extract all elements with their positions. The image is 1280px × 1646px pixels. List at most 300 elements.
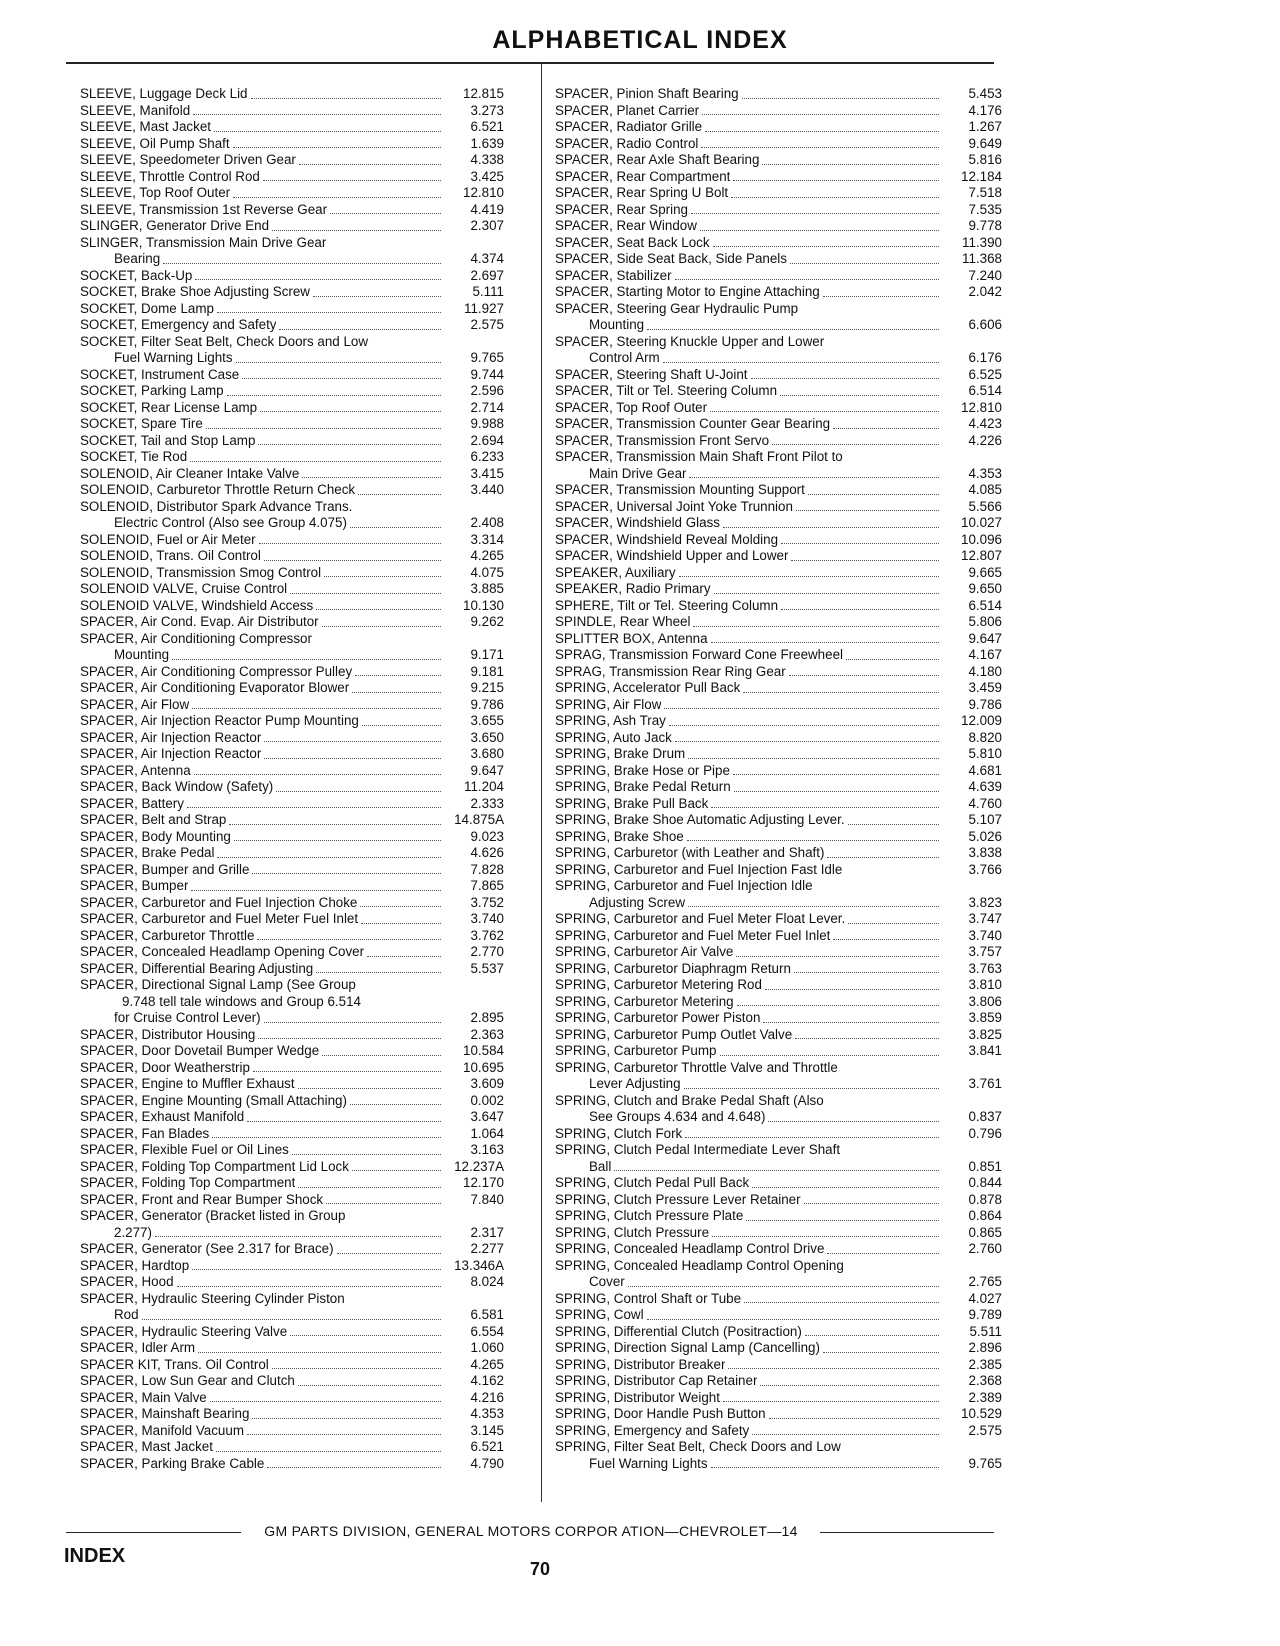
index-entry-page: 3.806 (968, 993, 1002, 1009)
index-entry-page: 5.111 (472, 284, 504, 299)
index-entry-page: 3.763 (968, 960, 1002, 976)
index-entry-page: 12.170 (463, 1175, 504, 1190)
index-entry-page: 9.786 (968, 696, 1002, 712)
index-entry-name: Fuel Warning Lights (589, 1455, 708, 1471)
index-entry (555, 251, 1002, 268)
index-entry (80, 1274, 504, 1291)
index-entry (80, 268, 504, 285)
index-entry-name: SPRING, Clutch Pedal Pull Back (555, 1175, 750, 1190)
index-entry-page: 11.204 (464, 779, 504, 794)
index-entry-name: SPRING, Carburetor (with Leather and Shaft) (555, 845, 825, 860)
dot-leader (290, 593, 441, 594)
index-entry-name: SPACER, Flexible Fuel or Oil Lines (80, 1142, 289, 1157)
index-entry (80, 598, 504, 615)
index-entry-name: SPACER, Rear Spring (555, 201, 688, 217)
index-entry-page: 2.895 (470, 1010, 504, 1025)
index-entry-name: SOLENOID, Air Cleaner Intake Valve (80, 465, 300, 481)
index-entry (555, 1423, 1002, 1440)
index-entry-name: SPRING, Distributor Breaker (555, 1356, 726, 1372)
dot-leader (190, 461, 441, 462)
dot-leader (290, 1335, 441, 1336)
index-entry-name: SPACER, Rear Window (555, 218, 697, 233)
index-entry (80, 466, 504, 483)
index-entry-page: 3.609 (470, 1076, 504, 1091)
index-entry (555, 647, 1002, 664)
index-entry-name: SPRING, Clutch Pressure (555, 1224, 710, 1240)
dot-leader (247, 1434, 441, 1435)
index-entry (555, 367, 1002, 384)
index-entry (555, 1043, 1002, 1060)
dot-leader (326, 1203, 441, 1204)
index-entry-line: SPACER, Steering Gear Hydraulic Pump (555, 300, 799, 316)
index-entry-name: SPACER, Radio Control (555, 135, 699, 151)
index-entry (555, 1324, 1002, 1341)
index-entry-page: 3.757 (968, 944, 1002, 959)
index-entry-page: 2.389 (968, 1389, 1002, 1405)
index-entry-page: 0.864 (968, 1208, 1002, 1223)
dot-leader (647, 1319, 939, 1320)
index-entry-page: 9.647 (470, 762, 504, 778)
dot-leader (264, 758, 441, 759)
index-entry-name: SPACER, Windshield Glass (555, 515, 720, 530)
index-entry (80, 1456, 504, 1473)
index-entry-page: 3.415 (470, 465, 504, 481)
dot-leader (330, 213, 441, 214)
index-entry (555, 1340, 1002, 1357)
index-entry-page: 4.423 (968, 416, 1002, 431)
dot-leader (733, 774, 939, 775)
index-entry-name: SPRING, Concealed Headlamp Control Drive (555, 1241, 825, 1256)
index-entry-line: SPACER, Generator (Bracket listed in Group (80, 1208, 346, 1223)
index-entry-line: SPACER, Steering Knuckle Upper and Lower (555, 333, 825, 349)
index-entry-line: SPRING, Carburetor and Fuel Injection Idle (555, 878, 813, 893)
index-entry (555, 614, 1002, 631)
index-entry-name: SPACER, Side Seat Back, Side Panels (555, 251, 787, 266)
index-entry-line: SPACER, Air Conditioning Compressor (80, 630, 312, 646)
index-entry (80, 631, 504, 664)
index-entry-name: SPACER, Universal Joint Yoke Trunnion (555, 498, 793, 514)
index-entry-page: 3.314 (470, 531, 504, 547)
index-entry-page: 8.024 (470, 1274, 504, 1289)
dot-leader (192, 708, 441, 709)
index-entry-name: SPRING, Emergency and Safety (555, 1422, 750, 1438)
index-entry-name: SPRING, Carburetor and Fuel Meter Fuel Inlet (555, 927, 831, 943)
index-entry-name: SPACER, Air Injection Reactor Pump Mounting (80, 713, 359, 728)
index-entry-page: 1.639 (470, 135, 504, 151)
index-entry (555, 1175, 1002, 1192)
index-entry-page: 4.760 (968, 795, 1002, 811)
dot-leader (737, 1005, 939, 1006)
dot-leader (355, 675, 441, 676)
dot-leader (760, 1385, 939, 1386)
index-entry (555, 994, 1002, 1011)
index-entry-name: SPRING, Brake Shoe (555, 828, 684, 844)
index-entry-line: SPRING, Clutch Pedal Intermediate Lever Shaft (555, 1142, 841, 1157)
index-entry (555, 334, 1002, 367)
dot-leader (795, 1038, 939, 1039)
index-entry-page: 6.525 (968, 366, 1002, 382)
index-entry-name: SOCKET, Rear License Lamp (80, 399, 258, 415)
index-entry-page: 9.649 (968, 135, 1002, 151)
dot-leader (192, 1269, 441, 1270)
index-entry-page: 10.096 (961, 531, 1002, 547)
dot-leader (689, 477, 939, 478)
dot-leader (233, 147, 441, 148)
dot-leader (198, 1352, 441, 1353)
index-entry (80, 1241, 504, 1258)
index-entry (80, 1406, 504, 1423)
dot-leader (684, 1088, 939, 1089)
dot-leader (272, 230, 441, 231)
index-entry-name: SPHERE, Tilt or Tel. Steering Column (555, 597, 779, 613)
index-entry (555, 400, 1002, 417)
dot-leader (367, 956, 441, 957)
dot-leader (252, 1418, 441, 1419)
index-entry-name: SPACER, Brake Pedal (80, 845, 215, 860)
index-entry-name: SPACER, Hydraulic Steering Valve (80, 1323, 288, 1339)
index-entry-page: 10.584 (463, 1043, 504, 1058)
dot-leader (216, 1451, 441, 1452)
dot-leader (768, 1121, 939, 1122)
index-entry (80, 862, 504, 879)
index-entry-page: 2.408 (470, 515, 504, 530)
index-entry-name: SPACER, Top Roof Outer (555, 399, 708, 415)
index-entry-page: 4.681 (968, 762, 1002, 778)
index-entry (555, 581, 1002, 598)
dot-leader (808, 494, 939, 495)
dot-leader (675, 279, 939, 280)
index-entry-page: 6.176 (968, 350, 1002, 365)
index-entry (80, 680, 504, 697)
index-entry (555, 284, 1002, 301)
index-entry (80, 383, 504, 400)
index-entry-page: 5.511 (969, 1323, 1002, 1339)
index-entry-name: SPACER, Parking Brake Cable (80, 1455, 265, 1471)
dot-leader (247, 1121, 441, 1122)
index-entry (80, 1324, 504, 1341)
dot-leader (805, 1335, 939, 1336)
index-entry-page: 10.130 (463, 597, 504, 613)
index-entry (555, 977, 1002, 994)
index-entry (80, 202, 504, 219)
index-entry (80, 1043, 504, 1060)
index-column-right (555, 86, 1002, 1472)
index-entry-name: SPACER, Windshield Reveal Molding (555, 531, 779, 547)
index-entry-page: 4.216 (470, 1389, 504, 1405)
index-entry (555, 911, 1002, 928)
dot-leader (791, 560, 939, 561)
index-entry-name: SPRING, Carburetor and Fuel Meter Float Lever. (555, 911, 846, 926)
index-entry (555, 449, 1002, 482)
index-entry-name: SPRING, Brake Pedal Return (555, 779, 731, 794)
index-entry-name: SOCKET, Tail and Stop Lamp (80, 432, 256, 448)
index-entry-page: 1.060 (470, 1340, 504, 1355)
index-entry-page: 12.009 (961, 713, 1002, 728)
index-entry-page: 2.760 (968, 1241, 1002, 1256)
index-entry-name: SOLENOID, Fuel or Air Meter (80, 531, 256, 547)
index-entry-name: SPRING, Air Flow (555, 696, 662, 712)
index-entry-page: 4.639 (968, 779, 1002, 794)
index-entry-page: 2.307 (470, 218, 504, 233)
index-entry (555, 86, 1002, 103)
index-entry-name: SPRING, Carburetor Pump (555, 1043, 717, 1058)
index-entry (555, 169, 1002, 186)
dot-leader (298, 1385, 441, 1386)
index-entry (555, 878, 1002, 911)
index-entry (80, 845, 504, 862)
index-entry-name: Ball (589, 1158, 612, 1174)
dot-leader (279, 329, 441, 330)
dot-leader (688, 906, 939, 907)
index-entry-page: 4.180 (968, 663, 1002, 679)
index-entry-name: SPACER, Transmission Counter Gear Bearing (555, 416, 831, 431)
dot-leader (669, 725, 939, 726)
dot-leader (299, 164, 441, 165)
dot-leader (769, 1418, 939, 1419)
index-entry (80, 1109, 504, 1126)
index-entry-page: 3.825 (968, 1026, 1002, 1042)
index-entry (80, 581, 504, 598)
dot-leader (711, 1467, 939, 1468)
index-entry-page: 2.714 (470, 399, 504, 415)
index-entry-name: SPRING, Carburetor and Fuel Injection Fast Idle (555, 861, 843, 877)
index-entry (80, 1439, 504, 1456)
index-entry (80, 1373, 504, 1390)
dot-leader (701, 147, 939, 148)
index-entry-page: 3.145 (470, 1422, 504, 1438)
index-entry (80, 1258, 504, 1275)
index-entry-page: 4.176 (968, 102, 1002, 118)
index-entry-name: SPRING, Carburetor Metering (555, 993, 734, 1009)
dot-leader (744, 1302, 939, 1303)
dot-leader (823, 296, 939, 297)
dot-leader (765, 989, 939, 990)
dot-leader (664, 708, 939, 709)
index-entry (555, 1241, 1002, 1258)
index-entry-page: 0.002 (470, 1092, 504, 1108)
index-entry-name: SLEEVE, Throttle Control Rod (80, 168, 260, 184)
index-entry (555, 383, 1002, 400)
index-entry-page: 7.840 (470, 1191, 504, 1207)
dot-leader (292, 1154, 441, 1155)
index-entry-name: SPACER, Air Injection Reactor (80, 729, 262, 745)
index-entry-page: 5.107 (968, 812, 1002, 827)
index-entry-name: SPACER, Rear Compartment (555, 168, 731, 184)
index-entry (80, 697, 504, 714)
index-entry-name: SPACER, Engine Mounting (Small Attaching) (80, 1092, 347, 1108)
index-entry (555, 532, 1002, 549)
index-entry-name: SPRING, Brake Hose or Pipe (555, 762, 730, 778)
index-entry-name: SOCKET, Back-Up (80, 267, 193, 283)
index-entry (555, 713, 1002, 730)
dot-leader (257, 939, 441, 940)
dot-leader (746, 1220, 939, 1221)
index-entry-page: 3.841 (968, 1043, 1002, 1058)
index-entry (80, 1291, 504, 1324)
dot-leader (734, 791, 939, 792)
dot-leader (691, 213, 939, 214)
dot-leader (324, 576, 441, 577)
index-entry-page: 4.167 (968, 647, 1002, 662)
index-entry-page: 3.859 (968, 1010, 1002, 1025)
index-entry-page: 9.647 (968, 630, 1002, 646)
index-entry-page: 7.865 (470, 878, 504, 893)
index-entry-name: SPACER, Folding Top Compartment Lid Lock (80, 1158, 349, 1174)
dot-leader (679, 576, 939, 577)
index-entry-page: 4.075 (470, 564, 504, 580)
index-entry (555, 944, 1002, 961)
index-entry-page: 1.064 (470, 1125, 504, 1141)
index-entry (80, 334, 504, 367)
index-entry-name: SPRING, Accelerator Pull Back (555, 680, 741, 695)
dot-leader (163, 263, 441, 264)
dot-leader (322, 626, 441, 627)
index-entry-name: SPACER, Hardtop (80, 1257, 190, 1273)
index-entry-name: Mounting (589, 317, 645, 332)
index-entry-page: 2.575 (968, 1422, 1002, 1438)
dot-leader (752, 1187, 939, 1188)
index-entry-page: 3.459 (968, 680, 1002, 695)
index-entry-name: SOLENOID, Carburetor Throttle Return Check (80, 482, 356, 497)
index-entry-name: SPACER, Seat Back Lock (555, 234, 710, 250)
dot-leader (267, 1467, 441, 1468)
dot-leader (780, 395, 939, 396)
dot-leader (736, 956, 939, 957)
dot-leader (789, 675, 939, 676)
index-entry-name: SPRING, Control Shaft or Tube (555, 1290, 742, 1306)
index-entry-name: SPACER, Bumper (80, 878, 189, 893)
index-entry-page: 7.240 (968, 267, 1002, 283)
index-entry (555, 1060, 1002, 1093)
index-entry-page: 4.162 (470, 1373, 504, 1388)
index-entry (555, 185, 1002, 202)
index-entry-name: SPRING, Brake Pull Back (555, 795, 709, 811)
index-entry-name: SPRING, Brake Shoe Automatic Adjusting Lever. (555, 812, 845, 827)
index-entry-name: SPACER, Air Injection Reactor (80, 746, 262, 761)
index-entry-page: 14.875A (454, 812, 504, 827)
index-entry (80, 812, 504, 829)
index-entry-name: SOLENOID, Transmission Smog Control (80, 564, 322, 580)
index-entry-page: 12.184 (961, 168, 1002, 184)
footer-rule-left (66, 1532, 241, 1533)
dot-leader (804, 1203, 939, 1204)
index-entry-page: 9.789 (968, 1307, 1002, 1322)
index-entry-page: 9.665 (968, 564, 1002, 580)
index-entry (555, 1291, 1002, 1308)
dot-leader (264, 1022, 441, 1023)
index-entry (555, 1027, 1002, 1044)
dot-leader (713, 246, 939, 247)
index-entry-page: 4.226 (968, 432, 1002, 448)
index-entry-name: SPRAG, Transmission Forward Cone Freewheel (555, 647, 844, 662)
index-entry-name: SPACER, Main Valve (80, 1389, 207, 1405)
index-entry-page: 3.752 (470, 894, 504, 910)
index-entry-page: 13.346A (454, 1257, 504, 1273)
index-entry-page: 8.820 (968, 729, 1002, 745)
dot-leader (217, 312, 441, 313)
index-entry-page: 2.575 (470, 317, 504, 332)
index-entry-page: 3.440 (470, 482, 504, 497)
dot-leader (827, 857, 939, 858)
index-entry (555, 152, 1002, 169)
index-entry (555, 1373, 1002, 1390)
index-entry-page: 6.514 (968, 383, 1002, 398)
index-entry (80, 235, 504, 268)
index-entry-name: SPACER, Folding Top Compartment (80, 1175, 296, 1190)
dot-leader (302, 477, 441, 478)
index-entry-line: SLINGER, Transmission Main Drive Gear (80, 234, 327, 250)
dot-leader (848, 824, 939, 825)
index-entry-page: 4.338 (470, 152, 504, 167)
index-entry (555, 796, 1002, 813)
index-entry (80, 103, 504, 120)
index-entry-name: SPACER, Exhaust Manifold (80, 1109, 245, 1124)
dot-leader (723, 527, 939, 528)
index-entry (555, 1258, 1002, 1291)
index-entry-name: SLEEVE, Mast Jacket (80, 119, 211, 134)
index-entry (80, 136, 504, 153)
index-entry (555, 499, 1002, 516)
index-entry-name: Bearing (114, 251, 161, 266)
index-entry (555, 1208, 1002, 1225)
index-entry (80, 433, 504, 450)
dot-leader (833, 939, 939, 940)
dot-leader (614, 1170, 939, 1171)
index-entry-page: 4.419 (470, 201, 504, 217)
index-entry-line: SPACER, Directional Signal Lamp (See Group (80, 977, 356, 992)
index-entry-page: 1.267 (968, 119, 1002, 134)
index-entry-page: 5.453 (968, 86, 1002, 101)
index-entry-name: Adjusting Screw (589, 894, 686, 910)
dot-leader (263, 180, 441, 181)
index-entry (555, 119, 1002, 136)
index-entry-page: 2.333 (470, 795, 504, 811)
index-entry-name: SLEEVE, Transmission 1st Reverse Gear (80, 201, 328, 217)
index-entry-name: SPACER, Windshield Upper and Lower (555, 548, 789, 563)
index-entry-page: 9.786 (470, 696, 504, 712)
index-entry-page: 9.765 (470, 350, 504, 365)
dot-leader (227, 395, 441, 396)
index-entry (80, 548, 504, 565)
index-entry (555, 1142, 1002, 1175)
dot-leader (358, 494, 441, 495)
dot-leader (710, 411, 939, 412)
index-entry-name: Electric Control (Also see Group 4.075) (114, 515, 347, 530)
dot-leader (742, 98, 939, 99)
index-entry-page: 9.262 (470, 614, 504, 629)
dot-leader (781, 543, 939, 544)
dot-leader (711, 807, 939, 808)
index-entry (555, 746, 1002, 763)
index-entry-name: SPACER, Carburetor and Fuel Meter Fuel Inlet (80, 911, 359, 926)
index-entry-name: SPLITTER BOX, Antenna (555, 630, 708, 646)
dot-leader (685, 1137, 939, 1138)
index-entry-page: 3.810 (968, 977, 1002, 992)
dot-leader (827, 1253, 939, 1254)
index-entry-name: SPRING, Carburetor Power Piston (555, 1010, 761, 1025)
index-entry (555, 433, 1002, 450)
index-entry-name: SPACER, Distributor Housing (80, 1026, 256, 1042)
dot-leader (264, 560, 441, 561)
index-entry-page: 7.518 (968, 185, 1002, 200)
index-entry-name: SPRAG, Transmission Rear Ring Gear (555, 663, 786, 679)
index-entry-name: SPACER, Mainshaft Bearing (80, 1406, 250, 1421)
index-entry (80, 1192, 504, 1209)
index-entry-name: SOCKET, Spare Tire (80, 416, 203, 431)
index-entry (80, 449, 504, 466)
index-entry-line: SPRING, Carburetor Throttle Valve and Throttle (555, 1059, 838, 1075)
index-entry (555, 1126, 1002, 1143)
